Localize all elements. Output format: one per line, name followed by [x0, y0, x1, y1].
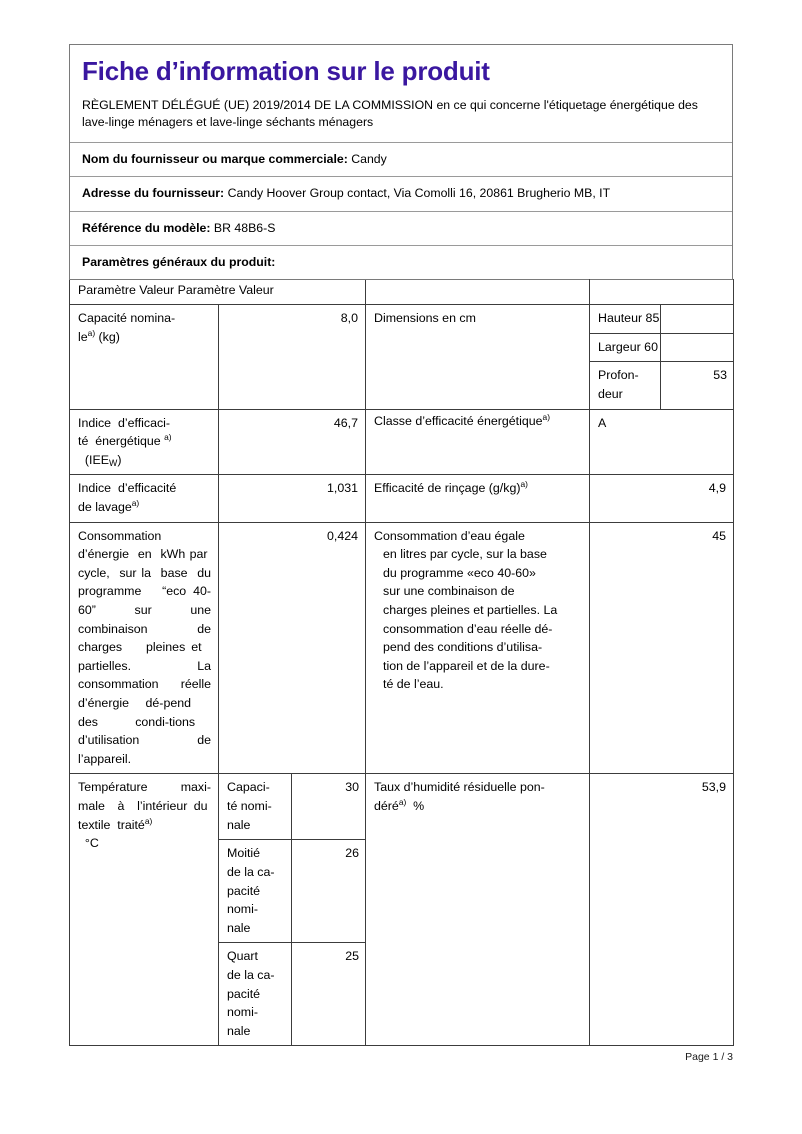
load-row-half [219, 840, 366, 943]
load-value-full: 30 [345, 780, 359, 795]
energy-class-value: A [598, 415, 607, 430]
temperature-unit: °C [84, 836, 99, 851]
table-row [70, 305, 734, 409]
dimension-row-width [590, 333, 734, 362]
product-fiche-page [69, 44, 733, 1046]
table-header-row [70, 280, 734, 305]
energy-consumption-value-cell [219, 522, 366, 774]
model-reference-value: BR 48B6-S [213, 220, 276, 235]
product-parameters-table [69, 279, 734, 1046]
dimension-value-height: 85 [645, 311, 660, 326]
general-params-row [70, 245, 732, 279]
temperature-label: Température maxi-male à l’intérieur du textile traité$^{a)}$ °C [78, 780, 211, 851]
general-params-label: Paramètres généraux du produit: [82, 254, 276, 269]
dimension-key-cell [590, 305, 660, 333]
model-reference-row [70, 211, 732, 245]
moisture-value: 53,9 [701, 780, 726, 795]
footnote-marker-icon: a) [131, 497, 140, 508]
supplier-name-value: Candy [351, 152, 387, 167]
dimensions-subtable-cell [590, 305, 734, 409]
rinsing-label-cell [366, 475, 590, 522]
supplier-address-row [70, 176, 732, 210]
dimension-key-depth: Profon- deur [590, 362, 660, 409]
moisture-value-cell [590, 774, 734, 1046]
washing-label-cell [70, 475, 219, 522]
dimension-value-depth: 53 [660, 362, 734, 409]
washing-value: 1,031 [326, 481, 358, 496]
dimension-key-height: Hauteur 85 [598, 311, 660, 326]
footnote-marker-icon: a) [87, 327, 96, 338]
table-row [70, 522, 734, 774]
load-key-full: Capaci- té nomi- nale [219, 774, 291, 839]
dimension-value-width: 60 [644, 339, 658, 354]
dimension-key-width: Largeur 60 [598, 339, 658, 354]
load-key-quarter: Quart de la ca- pacité nomi- nale [219, 943, 291, 1046]
rinsing-value: 4,9 [708, 481, 726, 496]
energy-consumption-value: 0,424 [326, 528, 358, 543]
water-consumption-value: 45 [712, 528, 726, 543]
page-footer: Page 1 / 3 [685, 1051, 733, 1063]
page-title: Fiche d’information sur le produit [82, 56, 490, 86]
water-consumption-label: Consommation d’eau égale en litres par cycle, sur la base du programme «eco 40-60» sur une combinaison de charges pleines et partielles. La consommation d’eau réelle dé- pend des conditions d’utilisa- tion de l’appareil et de la dure- té de l’eau. [374, 528, 558, 692]
capacity-label-unit: (kg) [95, 329, 120, 344]
table-header-spacer-2 [366, 280, 590, 305]
footnote-marker-icon: a) [398, 797, 407, 808]
temperature-loads-cell [219, 774, 366, 1046]
load-key-half: Moitié de la ca- pacité nomi- nale [219, 840, 291, 943]
moisture-label-cell [366, 774, 590, 1046]
table-row [70, 774, 734, 1046]
eei-label-cell [70, 409, 219, 475]
energy-class-label-cell [366, 409, 590, 475]
load-value-quarter: 25 [291, 943, 366, 1046]
washing-value-cell [219, 475, 366, 522]
capacity-label-cell [70, 305, 219, 409]
eei-symbol: (IEE [84, 452, 109, 467]
eei-subscript: W [109, 457, 118, 468]
temperature-loads-subtable [219, 774, 366, 1045]
footnote-marker-icon: a) [144, 815, 153, 826]
eei-symbol-close: ) [117, 452, 122, 467]
table-row [70, 409, 734, 475]
capacity-label [70, 305, 218, 351]
load-row-quarter [219, 943, 366, 1046]
document-frame [69, 44, 733, 279]
eei-value-cell [219, 409, 366, 475]
energy-consumption-label-cell [70, 522, 219, 774]
supplier-address-value: Candy Hoover Group contact, Via Comolli 16, 20861 Brugherio MB, IT [227, 186, 611, 201]
moisture-label: Taux d’humidité résiduelle pon- déré$^{a)}$ % [374, 780, 545, 814]
energy-class-label: Classe d’efficacité énergétique$^{a)}$ [374, 411, 550, 428]
model-reference-label: Référence du modèle: [82, 220, 211, 235]
dimension-key-cell [590, 333, 660, 362]
capacity-value-cell [219, 305, 366, 409]
capacity-label-line2: le [78, 329, 88, 344]
dimensions-label: Dimensions en cm [374, 311, 476, 326]
water-consumption-value-cell [590, 522, 734, 774]
footnote-marker-icon: a) [164, 432, 172, 443]
dimension-row-height [590, 305, 734, 333]
rinsing-label: Efficacité de rinçage $(g/kg)^{a)}$ [374, 479, 528, 496]
capacity-label-line1: Capacité nomina- [78, 311, 176, 326]
table-header-cell [70, 280, 274, 305]
dimension-row-depth [590, 362, 734, 409]
regulation-subtitle: RÈGLEMENT DÉLÉGUÉ (UE) 2019/2014 DE LA COMMISSION en ce qui concerne l'étiquetage énergétique des lave-linge ménagers et lave-linge séchants ménagers [82, 97, 698, 130]
energy-consumption-label: Consommation d’énergie en kWh par cycle, sur la base du programme “eco 40-60” sur une combinaison de charges pleines et partielles. La consommation réelle d’énergie dé-pend des condi-tions d’utilisation de l’appareil. [78, 528, 211, 766]
footnote-marker-icon: a) [520, 479, 528, 490]
washing-label: Indice d’efficacité de lavage$^{a)}$ [78, 481, 177, 514]
table-header-spacer-3 [590, 280, 734, 305]
dimension-value-cell-height [660, 305, 734, 333]
supplier-name-row [70, 142, 732, 176]
dimensions-subtable [590, 305, 734, 408]
rinsing-value-cell [590, 475, 734, 522]
load-row-full [219, 774, 366, 839]
moisture-unit: % [413, 799, 425, 814]
dimensions-label-cell [366, 305, 590, 409]
eei-value: 46,7 [333, 415, 358, 430]
water-consumption-label-cell [366, 522, 590, 774]
supplier-address-label: Adresse du fournisseur: [82, 186, 225, 201]
energy-class-value-cell [590, 409, 734, 475]
table-row [70, 475, 734, 522]
temperature-label-cell [70, 774, 219, 1046]
table-header-text: Paramètre Valeur Paramètre Valeur [78, 283, 274, 298]
capacity-value: 8,0 [340, 311, 358, 326]
supplier-name-label: Nom du fournisseur ou marque commerciale: [82, 152, 348, 167]
load-value-half: 26 [291, 840, 366, 943]
title-block [70, 45, 732, 142]
dimension-value-cell-width [660, 333, 734, 362]
eei-label: Indice d’efficaci- té énergétique $^{a)}$ $(IEE_W)$ [78, 415, 172, 468]
footnote-marker-icon: a) [542, 411, 550, 422]
